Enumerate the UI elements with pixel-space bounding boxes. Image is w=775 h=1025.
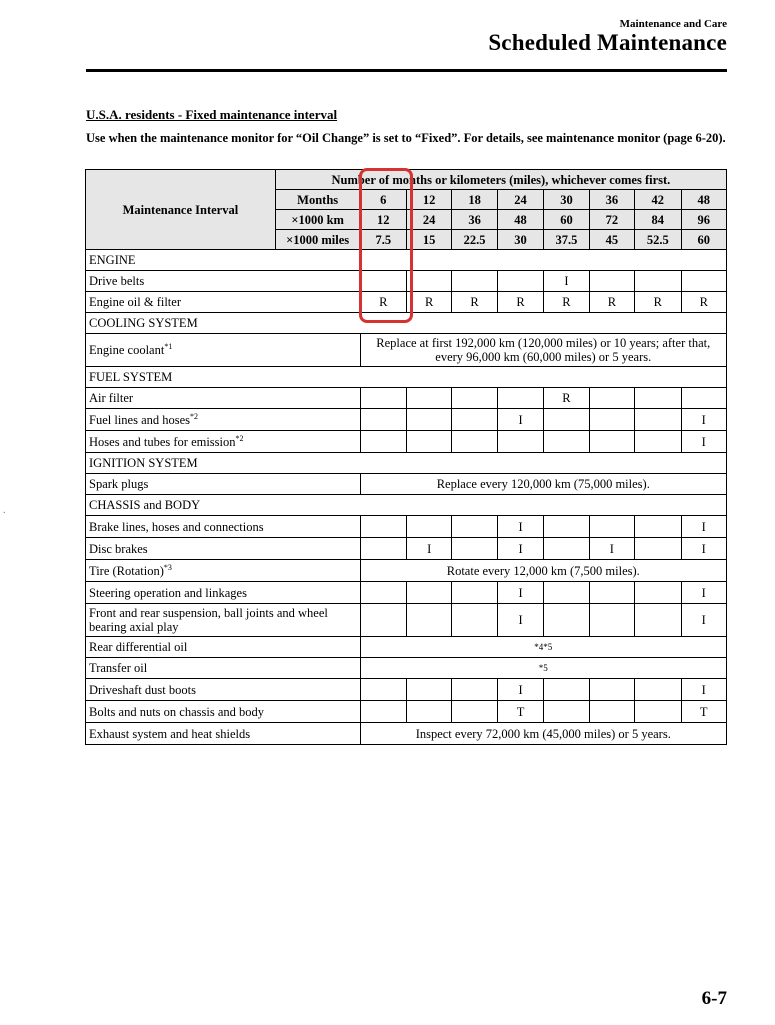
schedule-cell xyxy=(635,431,681,453)
schedule-cell xyxy=(544,582,589,604)
schedule-cell: R xyxy=(589,292,634,313)
months-cell: 12 xyxy=(406,190,451,210)
schedule-cell: I xyxy=(681,679,727,701)
item-name xyxy=(86,431,361,453)
schedule-cell xyxy=(497,431,543,453)
title-rule xyxy=(86,69,727,72)
item-name: Spark plugs xyxy=(86,474,361,495)
table-row xyxy=(86,334,727,367)
table-row xyxy=(86,474,727,495)
schedule-cell xyxy=(452,516,497,538)
km-cell: 12 xyxy=(360,210,406,230)
table-row xyxy=(86,516,727,538)
schedule-cell xyxy=(635,679,681,701)
months-cell: 36 xyxy=(589,190,634,210)
schedule-cell xyxy=(406,582,451,604)
schedule-cell xyxy=(452,431,497,453)
category-row xyxy=(86,453,727,474)
schedule-cell xyxy=(360,701,406,723)
schedule-cell: I xyxy=(497,409,543,431)
table-row xyxy=(86,409,727,431)
schedule-cell xyxy=(544,679,589,701)
schedule-cell: I xyxy=(681,604,727,637)
months-cell: 6 xyxy=(360,190,406,210)
schedule-cell: I xyxy=(497,679,543,701)
schedule-cell xyxy=(635,538,681,560)
schedule-cell xyxy=(360,582,406,604)
schedule-cell xyxy=(452,679,497,701)
schedule-cell xyxy=(497,271,543,292)
schedule-cell xyxy=(589,516,634,538)
item-name-text: Tire (Rotation) xyxy=(89,563,164,578)
schedule-cell xyxy=(406,409,451,431)
schedule-cell xyxy=(544,431,589,453)
miles-cell: 22.5 xyxy=(452,230,497,250)
schedule-cell xyxy=(544,701,589,723)
item-name: Driveshaft dust boots xyxy=(86,679,361,701)
schedule-cell xyxy=(452,538,497,560)
schedule-cell xyxy=(360,679,406,701)
schedule-cell: T xyxy=(681,701,727,723)
schedule-cell xyxy=(681,271,727,292)
schedule-cell xyxy=(360,409,406,431)
schedule-note: *4*5 xyxy=(360,637,726,658)
months-cell: 24 xyxy=(497,190,543,210)
schedule-cell xyxy=(360,388,406,409)
schedule-cell xyxy=(452,409,497,431)
schedule-cell xyxy=(635,388,681,409)
item-name: Exhaust system and heat shields xyxy=(86,723,361,745)
schedule-cell: R xyxy=(497,292,543,313)
schedule-cell xyxy=(406,388,451,409)
item-name: Rear differential oil xyxy=(86,637,361,658)
schedule-cell xyxy=(544,604,589,637)
months-cell: 48 xyxy=(681,190,727,210)
km-cell: 96 xyxy=(681,210,727,230)
span-header: Number of months or kilometers (miles), whichever comes first. xyxy=(275,170,726,190)
schedule-note: Replace every 120,000 km (75,000 miles). xyxy=(360,474,726,495)
miles-cell: 52.5 xyxy=(635,230,681,250)
schedule-cell: I xyxy=(497,516,543,538)
schedule-cell: I xyxy=(681,582,727,604)
schedule-cell: R xyxy=(360,292,406,313)
schedule-cell xyxy=(635,604,681,637)
section-label: Maintenance and Care xyxy=(619,18,727,30)
miles-cell: 30 xyxy=(497,230,543,250)
miles-cell: 60 xyxy=(681,230,727,250)
schedule-cell xyxy=(589,679,634,701)
km-cell: 72 xyxy=(589,210,634,230)
schedule-cell xyxy=(589,604,634,637)
footnote-mark: *3 xyxy=(163,562,172,572)
item-name: Transfer oil xyxy=(86,658,361,679)
schedule-cell xyxy=(406,431,451,453)
schedule-cell xyxy=(406,271,451,292)
km-label: ×1000 km xyxy=(275,210,360,230)
schedule-cell xyxy=(452,701,497,723)
schedule-cell: R xyxy=(406,292,451,313)
schedule-cell xyxy=(589,388,634,409)
schedule-cell: I xyxy=(497,604,543,637)
footnote-mark: *2 xyxy=(190,411,199,421)
table-row xyxy=(86,388,727,409)
schedule-cell: R xyxy=(635,292,681,313)
schedule-cell xyxy=(452,604,497,637)
schedule-cell xyxy=(360,431,406,453)
schedule-cell xyxy=(544,538,589,560)
miles-label: ×1000 miles xyxy=(275,230,360,250)
schedule-cell xyxy=(497,388,543,409)
footnote-mark: *2 xyxy=(235,433,244,443)
schedule-cell xyxy=(635,409,681,431)
schedule-cell xyxy=(589,431,634,453)
schedule-cell xyxy=(452,582,497,604)
table-row xyxy=(86,701,727,723)
table-row xyxy=(86,637,727,658)
subheading: U.S.A. residents - Fixed maintenance interval xyxy=(86,107,338,122)
schedule-cell: R xyxy=(544,388,589,409)
schedule-cell xyxy=(360,604,406,637)
schedule-cell: I xyxy=(681,516,727,538)
schedule-cell xyxy=(635,271,681,292)
schedule-cell: I xyxy=(497,582,543,604)
table-row xyxy=(86,723,727,745)
item-name: Front and rear suspension, ball joints and wheel bearing axial play xyxy=(86,604,361,637)
item-name: Steering operation and linkages xyxy=(86,582,361,604)
table-row xyxy=(86,604,727,637)
schedule-cell: I xyxy=(681,538,727,560)
category-row xyxy=(86,367,727,388)
schedule-cell: R xyxy=(452,292,497,313)
table-row xyxy=(86,431,727,453)
schedule-note: *5 xyxy=(360,658,726,679)
schedule-cell xyxy=(360,516,406,538)
schedule-cell xyxy=(589,271,634,292)
schedule-cell xyxy=(406,516,451,538)
page-number: 6-7 xyxy=(701,988,727,1009)
item-name xyxy=(86,409,361,431)
miles-cell: 37.5 xyxy=(544,230,589,250)
km-cell: 48 xyxy=(497,210,543,230)
schedule-cell xyxy=(589,409,634,431)
schedule-cell: I xyxy=(681,409,727,431)
months-cell: 42 xyxy=(635,190,681,210)
item-name-text: Fuel lines and hoses xyxy=(89,412,191,427)
category-ignition: IGNITION SYSTEM xyxy=(86,453,727,474)
table-row xyxy=(86,679,727,701)
page-title: Scheduled Maintenance xyxy=(488,30,727,55)
schedule-cell: I xyxy=(406,538,451,560)
table-row xyxy=(86,538,727,560)
schedule-cell: I xyxy=(544,271,589,292)
schedule-cell: I xyxy=(589,538,634,560)
months-cell: 18 xyxy=(452,190,497,210)
km-cell: 60 xyxy=(544,210,589,230)
item-name: Drive belts xyxy=(86,271,361,292)
table-row xyxy=(86,582,727,604)
category-chassis: CHASSIS and BODY xyxy=(86,495,727,516)
schedule-cell: R xyxy=(681,292,727,313)
schedule-cell xyxy=(544,516,589,538)
schedule-cell xyxy=(635,516,681,538)
km-cell: 24 xyxy=(406,210,451,230)
km-cell: 84 xyxy=(635,210,681,230)
km-cell: 36 xyxy=(452,210,497,230)
schedule-cell xyxy=(406,701,451,723)
schedule-cell xyxy=(589,582,634,604)
item-name-text: Hoses and tubes for emission xyxy=(89,434,236,449)
category-row xyxy=(86,495,727,516)
interval-header: Maintenance Interval xyxy=(86,170,276,250)
schedule-cell xyxy=(681,388,727,409)
item-name: Air filter xyxy=(86,388,361,409)
intro-text: Use when the maintenance monitor for “Oil Change” is set to “Fixed”. For details, see maintenance monitor (page 6-20). xyxy=(86,131,726,145)
miles-cell: 15 xyxy=(406,230,451,250)
schedule-cell xyxy=(589,701,634,723)
schedule-cell xyxy=(360,538,406,560)
item-name: Engine oil & filter xyxy=(86,292,361,313)
schedule-note: Inspect every 72,000 km (45,000 miles) or 5 years. xyxy=(360,723,726,745)
months-label: Months xyxy=(275,190,360,210)
schedule-note: Replace at first 192,000 km (120,000 miles) or 10 years; after that, every 96,000 km (60,000 miles) or 5 years. xyxy=(360,334,726,367)
schedule-cell xyxy=(635,582,681,604)
miles-cell: 45 xyxy=(589,230,634,250)
months-cell: 30 xyxy=(544,190,589,210)
category-engine: ENGINE xyxy=(86,250,727,271)
item-name: Brake lines, hoses and connections xyxy=(86,516,361,538)
schedule-cell: I xyxy=(681,431,727,453)
miles-cell: 7.5 xyxy=(360,230,406,250)
schedule-cell: I xyxy=(497,538,543,560)
item-name xyxy=(86,560,361,582)
schedule-cell: R xyxy=(544,292,589,313)
table-row xyxy=(86,658,727,679)
schedule-note: Rotate every 12,000 km (7,500 miles). xyxy=(360,560,726,582)
highlight-box xyxy=(359,168,413,323)
schedule-cell xyxy=(452,271,497,292)
item-name-text: Engine coolant xyxy=(89,343,165,357)
schedule-cell xyxy=(452,388,497,409)
item-name xyxy=(86,334,361,367)
footnote-mark: *1 xyxy=(164,341,173,351)
schedule-cell xyxy=(406,604,451,637)
table-row xyxy=(86,560,727,582)
category-fuel: FUEL SYSTEM xyxy=(86,367,727,388)
schedule-cell xyxy=(406,679,451,701)
margin-mark: . xyxy=(3,505,6,516)
item-name: Disc brakes xyxy=(86,538,361,560)
schedule-cell: T xyxy=(497,701,543,723)
item-name: Bolts and nuts on chassis and body xyxy=(86,701,361,723)
schedule-cell xyxy=(635,701,681,723)
category-cooling: COOLING SYSTEM xyxy=(86,313,727,334)
schedule-cell xyxy=(544,409,589,431)
